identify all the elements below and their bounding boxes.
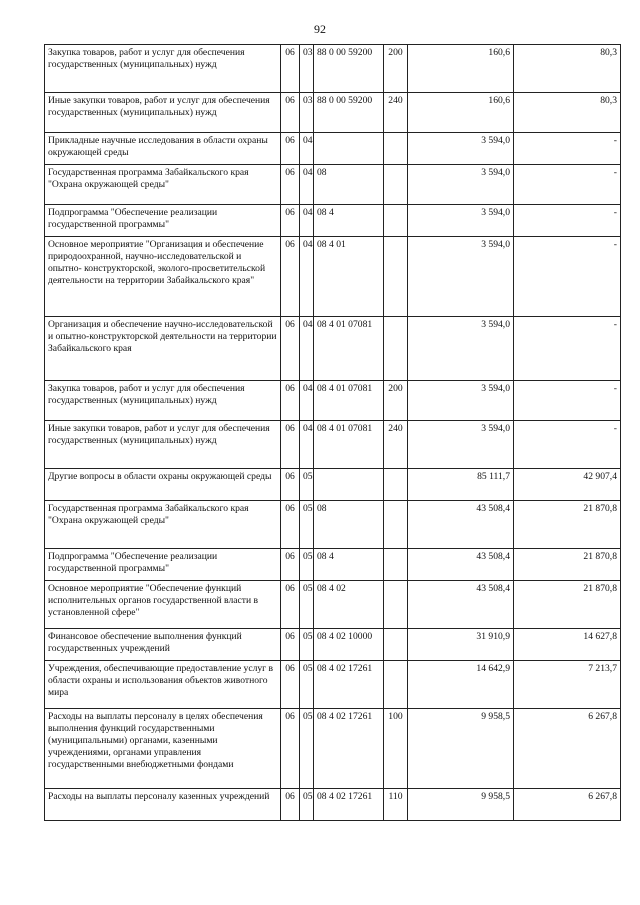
row-name: Закупка товаров, работ и услуг для обеспечения государственных (муниципальных) нужд	[45, 45, 281, 93]
row-amount-1: 85 111,7	[408, 469, 514, 501]
row-target-article: 88 0 00 59200	[314, 93, 384, 133]
row-target-article: 08 4 01 07081	[314, 381, 384, 421]
table-row	[45, 421, 621, 469]
row-name: Финансовое обеспечение выполнения функций государственных учреждений	[45, 629, 281, 661]
row-expense-type	[384, 549, 408, 581]
row-target-article: 88 0 00 59200	[314, 45, 384, 93]
row-expense-type	[384, 629, 408, 661]
row-amount-1: 43 508,4	[408, 581, 514, 629]
row-amount-2: -	[514, 421, 621, 469]
table-row	[45, 237, 621, 317]
row-section-code: 06	[281, 581, 300, 629]
row-amount-1: 3 594,0	[408, 317, 514, 381]
row-name: Прикладные научные исследования в области охраны окружающей среды	[45, 133, 281, 165]
row-subsection-code: 03	[300, 45, 314, 93]
row-name: Закупка товаров, работ и услуг для обеспечения государственных (муниципальных) нужд	[45, 381, 281, 421]
row-name: Подпрограмма "Обеспечение реализации государственной программы"	[45, 205, 281, 237]
table-row	[45, 45, 621, 93]
table-row	[45, 581, 621, 629]
row-section-code: 06	[281, 629, 300, 661]
row-subsection-code: 03	[300, 93, 314, 133]
row-expense-type	[384, 237, 408, 317]
row-expense-type	[384, 469, 408, 501]
row-amount-2: 21 870,8	[514, 549, 621, 581]
row-name: Расходы на выплаты персоналу в целях обеспечения выполнения функций государственными (муниципальными) органами, казенными учреждениями, органами управления государственными внебюджетными фондами	[45, 709, 281, 789]
row-name: Основное мероприятие "Организация и обеспечение природоохранной, научно-исследовательской и опытно- конструкторской, эколого-просветительской деятельности на территории Забайкальского края"	[45, 237, 281, 317]
row-amount-1: 3 594,0	[408, 421, 514, 469]
row-subsection-code: 05	[300, 789, 314, 821]
row-amount-2: -	[514, 205, 621, 237]
row-expense-type: 200	[384, 45, 408, 93]
row-target-article: 08 4 02 17261	[314, 789, 384, 821]
row-section-code: 06	[281, 501, 300, 549]
row-name: Государственная программа Забайкальского края "Охрана окружающей среды"	[45, 501, 281, 549]
budget-table	[44, 44, 621, 821]
page-number: 92	[314, 22, 326, 36]
row-amount-1: 31 910,9	[408, 629, 514, 661]
row-name: Иные закупки товаров, работ и услуг для обеспечения государственных (муниципальных) нужд	[45, 421, 281, 469]
row-name: Иные закупки товаров, работ и услуг для обеспечения государственных (муниципальных) нужд	[45, 93, 281, 133]
row-target-article: 08	[314, 165, 384, 205]
row-amount-1: 3 594,0	[408, 133, 514, 165]
row-name: Расходы на выплаты персоналу казенных учреждений	[45, 789, 281, 821]
row-expense-type: 100	[384, 709, 408, 789]
row-expense-type: 110	[384, 789, 408, 821]
budget-table-body	[45, 45, 621, 821]
row-subsection-code: 05	[300, 709, 314, 789]
row-target-article: 08	[314, 501, 384, 549]
row-amount-1: 3 594,0	[408, 381, 514, 421]
row-subsection-code: 05	[300, 469, 314, 501]
row-amount-2: -	[514, 133, 621, 165]
row-expense-type	[384, 661, 408, 709]
row-amount-2: -	[514, 237, 621, 317]
row-name: Другие вопросы в области охраны окружающей среды	[45, 469, 281, 501]
row-amount-2: 6 267,8	[514, 709, 621, 789]
row-section-code: 06	[281, 549, 300, 581]
row-amount-2: 80,3	[514, 93, 621, 133]
row-section-code: 06	[281, 469, 300, 501]
row-amount-2: 7 213,7	[514, 661, 621, 709]
row-section-code: 06	[281, 381, 300, 421]
row-amount-1: 160,6	[408, 93, 514, 133]
row-subsection-code: 04	[300, 381, 314, 421]
table-row	[45, 165, 621, 205]
row-section-code: 06	[281, 237, 300, 317]
row-subsection-code: 04	[300, 421, 314, 469]
row-section-code: 06	[281, 205, 300, 237]
table-row	[45, 469, 621, 501]
row-subsection-code: 05	[300, 661, 314, 709]
table-row	[45, 661, 621, 709]
row-expense-type	[384, 501, 408, 549]
row-amount-1: 160,6	[408, 45, 514, 93]
row-amount-1: 43 508,4	[408, 549, 514, 581]
row-amount-2: 21 870,8	[514, 501, 621, 549]
row-target-article	[314, 469, 384, 501]
row-expense-type	[384, 581, 408, 629]
row-expense-type	[384, 165, 408, 205]
table-row	[45, 709, 621, 789]
row-target-article: 08 4 02 17261	[314, 661, 384, 709]
row-amount-1: 9 958,5	[408, 789, 514, 821]
row-expense-type	[384, 205, 408, 237]
row-subsection-code: 04	[300, 165, 314, 205]
row-section-code: 06	[281, 317, 300, 381]
row-subsection-code: 04	[300, 133, 314, 165]
row-target-article: 08 4	[314, 549, 384, 581]
row-expense-type: 240	[384, 93, 408, 133]
row-amount-2: -	[514, 165, 621, 205]
row-amount-1: 3 594,0	[408, 205, 514, 237]
row-name: Подпрограмма "Обеспечение реализации государственной программы"	[45, 549, 281, 581]
row-amount-2: -	[514, 317, 621, 381]
row-subsection-code: 04	[300, 317, 314, 381]
row-expense-type	[384, 317, 408, 381]
row-amount-2: 14 627,8	[514, 629, 621, 661]
row-expense-type	[384, 133, 408, 165]
table-row	[45, 549, 621, 581]
row-name: Основное мероприятие "Обеспечение функций исполнительных органов государственной власти в установленной сфере"	[45, 581, 281, 629]
table-row	[45, 317, 621, 381]
row-subsection-code: 05	[300, 549, 314, 581]
row-section-code: 06	[281, 165, 300, 205]
row-target-article: 08 4 02 10000	[314, 629, 384, 661]
row-amount-1: 9 958,5	[408, 709, 514, 789]
row-amount-1: 3 594,0	[408, 165, 514, 205]
row-section-code: 06	[281, 661, 300, 709]
row-section-code: 06	[281, 789, 300, 821]
row-subsection-code: 05	[300, 629, 314, 661]
row-subsection-code: 05	[300, 501, 314, 549]
row-name: Государственная программа Забайкальского края "Охрана окружающей среды"	[45, 165, 281, 205]
row-section-code: 06	[281, 709, 300, 789]
table-row	[45, 133, 621, 165]
row-target-article: 08 4 02	[314, 581, 384, 629]
row-subsection-code: 05	[300, 581, 314, 629]
row-target-article: 08 4 01	[314, 237, 384, 317]
row-amount-2: 6 267,8	[514, 789, 621, 821]
row-target-article	[314, 133, 384, 165]
table-row	[45, 381, 621, 421]
table-row	[45, 93, 621, 133]
table-row	[45, 501, 621, 549]
row-name: Организация и обеспечение научно-исследовательской и опытно-конструкторской деятельности на территории Забайкальского края	[45, 317, 281, 381]
row-amount-2: 42 907,4	[514, 469, 621, 501]
row-target-article: 08 4 01 07081	[314, 421, 384, 469]
row-subsection-code: 04	[300, 205, 314, 237]
row-target-article: 08 4 01 07081	[314, 317, 384, 381]
table-row	[45, 629, 621, 661]
row-amount-1: 14 642,9	[408, 661, 514, 709]
row-subsection-code: 04	[300, 237, 314, 317]
table-row	[45, 205, 621, 237]
row-name: Учреждения, обеспечивающие предоставление услуг в области охраны и использования объектов животного мира	[45, 661, 281, 709]
row-expense-type: 200	[384, 381, 408, 421]
row-section-code: 06	[281, 93, 300, 133]
row-amount-2: 80,3	[514, 45, 621, 93]
row-section-code: 06	[281, 133, 300, 165]
row-target-article: 08 4	[314, 205, 384, 237]
row-section-code: 06	[281, 421, 300, 469]
row-amount-2: 21 870,8	[514, 581, 621, 629]
row-amount-1: 3 594,0	[408, 237, 514, 317]
table-row	[45, 789, 621, 821]
row-amount-1: 43 508,4	[408, 501, 514, 549]
row-expense-type: 240	[384, 421, 408, 469]
row-amount-2: -	[514, 381, 621, 421]
row-target-article: 08 4 02 17261	[314, 709, 384, 789]
row-section-code: 06	[281, 45, 300, 93]
